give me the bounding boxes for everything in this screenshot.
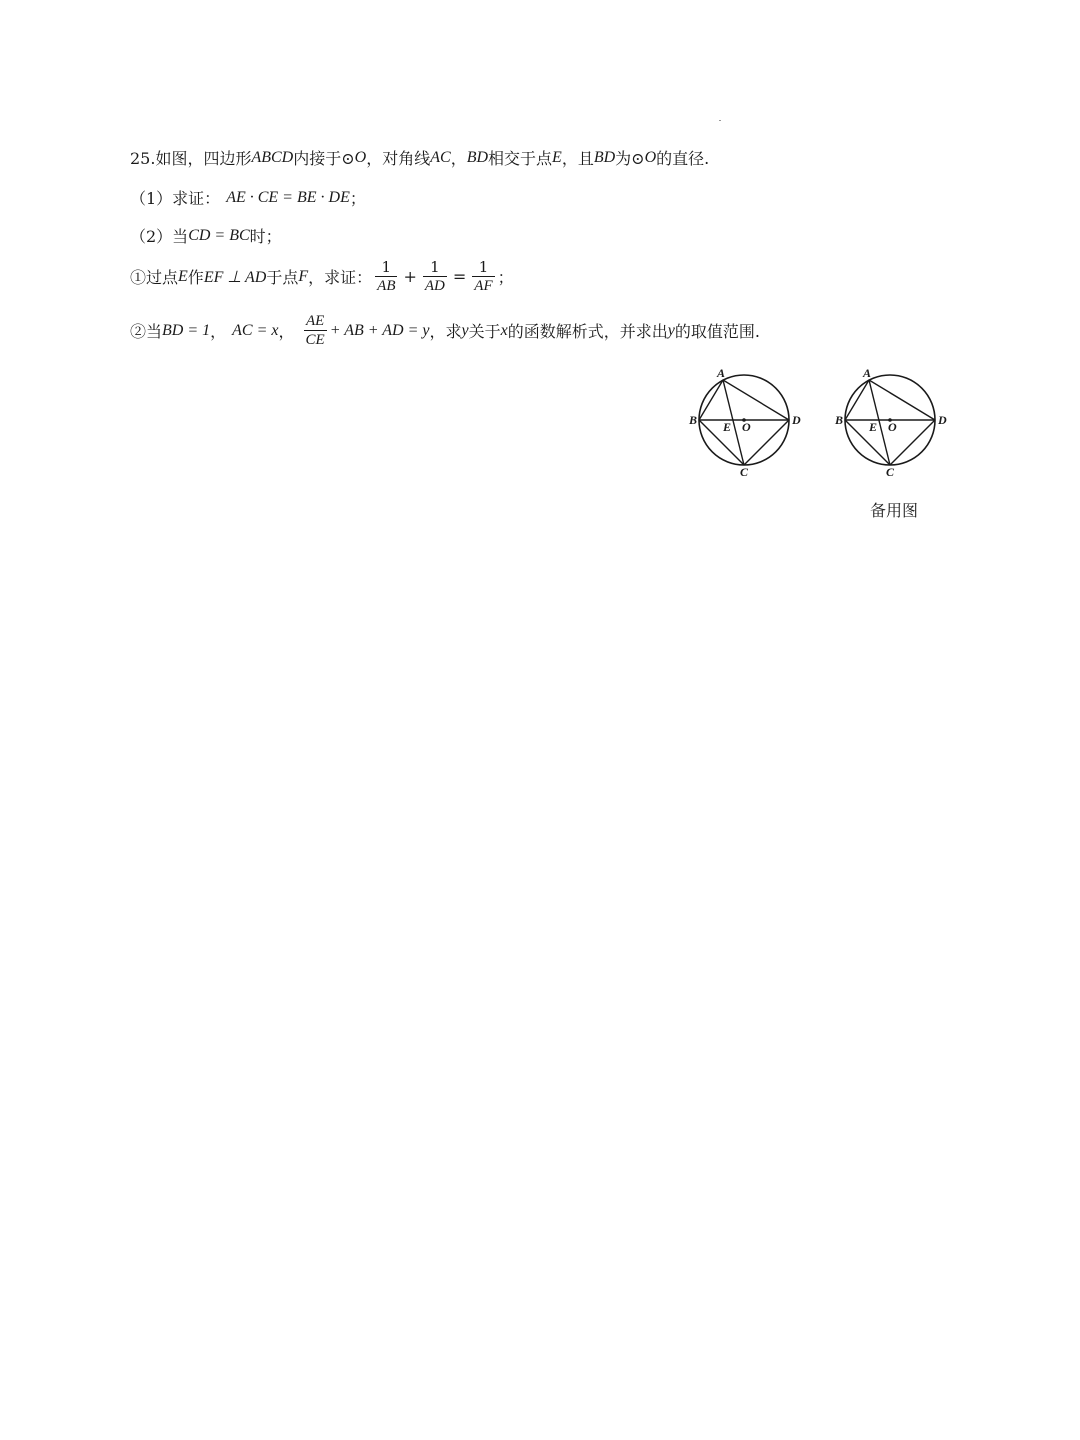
segment-ad [869,380,935,420]
circle-figure-main [688,364,812,480]
fraction-ae-over-ce: $\frac{AE}{CE}$ [305,313,325,348]
label-d: D [792,413,801,427]
label-b: B [835,413,844,427]
scan-speck [719,120,721,121]
label-d: D [938,413,947,427]
label-o: O [742,420,751,434]
label-a: A [717,366,726,380]
label-a: A [863,366,872,380]
fraction-1-over-af: $\frac{1}{AF}$ [474,258,493,294]
label-e: E [869,420,878,434]
sub-question-2: ②当 BD = 1 ， AC = x ， $\frac{AE}{CE}$ + AB + AD = y ，求 y 关于 x 的函数解析式，并求出 y 的取值范围. [130,313,760,348]
part-2: （2）当 CD = BC 时； [130,226,282,246]
segment-ad [723,380,789,420]
label-o: O [888,420,897,434]
label-c: C [886,465,895,479]
circle-figure-spare [834,364,958,480]
label-b: B [689,413,698,427]
segment-ab [845,380,869,420]
problem-stem: 25.如图，四边形 ABCD 内接于⊙ O ，对角线 AC ， BD 相交于点 E ，且 BD 为⊙ O 的直径. [130,148,710,168]
segment-ab [699,380,723,420]
part-1: （1）求证： AE · CE = BE · DE ； [130,188,366,208]
label-e: E [723,420,732,434]
sub-question-1: ①过点 E 作 EF ⊥ AD 于点 F ，求证： $\frac{1}{AB}$ + $\frac{1}{AD}$ = $\frac{1}{AF}$ ； [130,258,514,294]
fraction-1-over-ad: $\frac{1}{AD}$ [424,258,445,294]
fraction-1-over-ab: $\frac{1}{AB}$ [377,258,396,294]
label-c: C [740,465,749,479]
figure-caption: 备用图 [870,501,919,520]
